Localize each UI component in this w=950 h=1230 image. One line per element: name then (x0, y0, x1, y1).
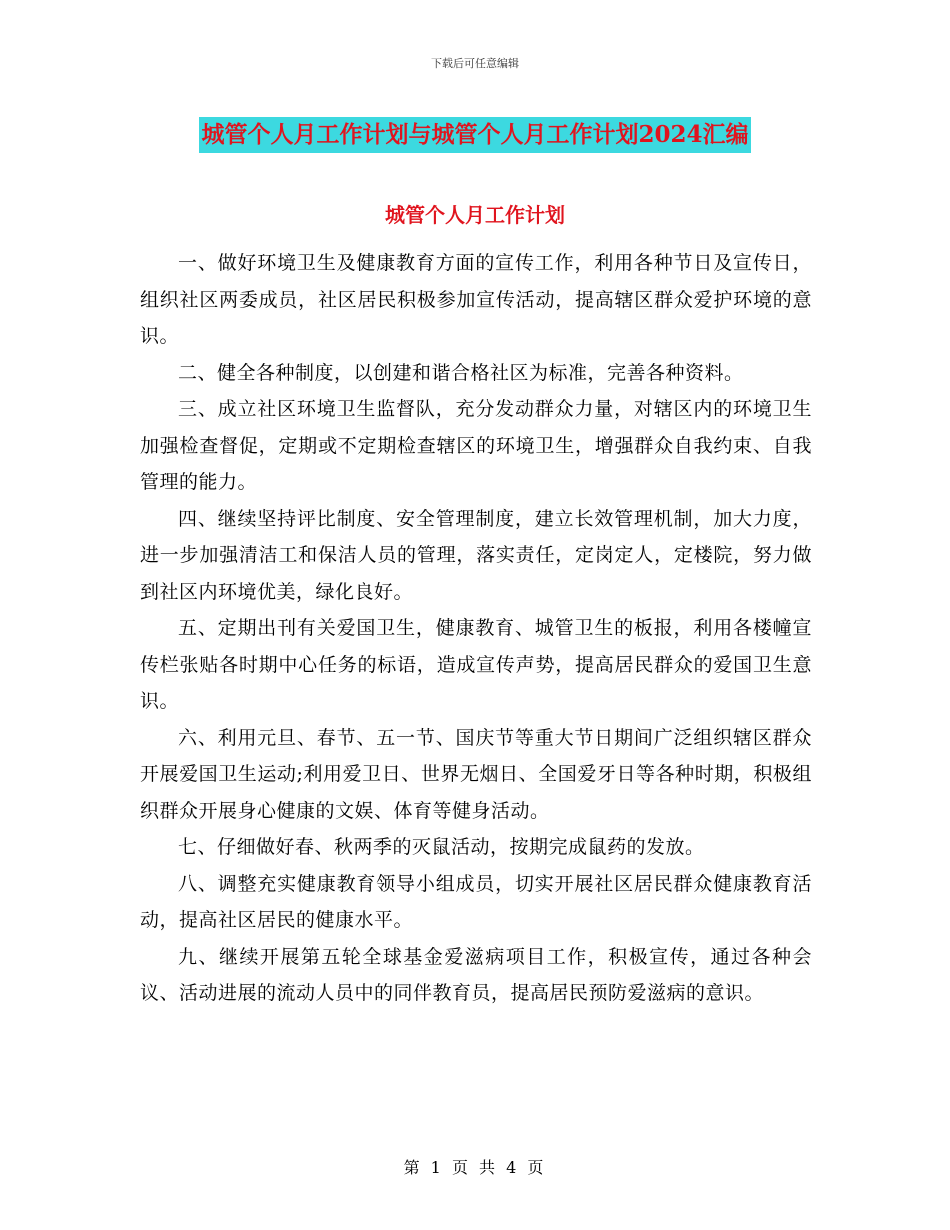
section-title: 城管个人月工作计划 (385, 203, 565, 227)
paragraph-7: 七、仔细做好春、秋两季的灭鼠活动，按期完成鼠药的发放。 (178, 836, 705, 858)
document-body (140, 245, 812, 1012)
document-title (0, 112, 950, 153)
document-title-text: 城管个人月工作计划与城管个人月工作计划2024汇编 (199, 117, 750, 153)
paragraph-9: 九、继续开展第五轮全球基金爱滋病项目工作，积极宣传，通过各种会议、活动进展的流动人员中的同伴教育员，提高居民预防爱滋病的意识。 (140, 945, 812, 1004)
paragraph-4: 四、继续坚持评比制度、安全管理制度，建立长效管理机制，加大力度，进一步加强清洁工和保洁人员的管理，落实责任，定岗定人，定楼院，努力做到社区内环境优美，绿化良好。 (140, 507, 812, 603)
paragraph-5: 五、定期出刊有关爱国卫生，健康教育、城管卫生的板报，利用各楼幢宣传栏张贴各时期中心任务的标语，造成宣传声势，提高居民群众的爱国卫生意识。 (140, 617, 812, 712)
page-footer: 第 1 页 共 4 页 (403, 1158, 547, 1177)
paragraph-6: 六、利用元旦、春节、五一节、国庆节等重大节日期间广泛组织辖区群众开展爱国卫生运动;利用爱卫日、世界无烟日、全国爱牙日等各种时期，积极组织群众开展身心健康的文娱、体育等健身活动。 (140, 726, 812, 822)
header-note: 下载后可任意编辑 (431, 57, 519, 70)
paragraph-2: 二、健全各种制度，以创建和谐合格社区为标准，完善各种资料。 (178, 361, 744, 384)
paragraph-3: 三、成立社区环境卫生监督队，充分发动群众力量，对辖区内的环境卫生加强检查督促，定期或不定期检查辖区的环境卫生，增强群众自我约束、自我管理的能力。 (140, 398, 812, 493)
paragraph-8: 八、调整充实健康教育领导小组成员，切实开展社区居民群众健康教育活动，提高社区居民的健康水平。 (140, 872, 812, 931)
paragraph-1: 一、做好环境卫生及健康教育方面的宣传工作，利用各种节日及宣传日，组织社区两委成员，社区居民积极参加宣传活动，提高辖区群众爱护环境的意识。 (140, 252, 812, 347)
